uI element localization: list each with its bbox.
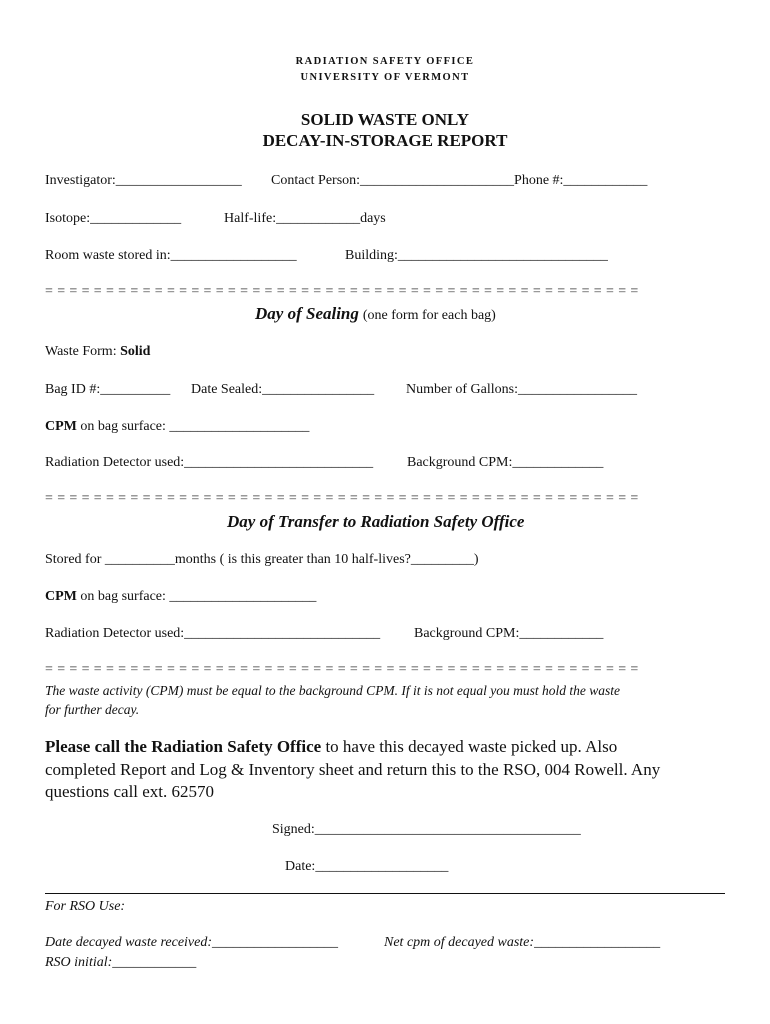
rso-initial-field[interactable]: RSO initial:____________ (45, 955, 197, 970)
separator-2: = = = = = = = = = = = = = = = = = = = = = = = = = = = = = = = = = = = = = = = = = = = = = = = = = (45, 491, 639, 506)
instructions-line-1-rest: to have this decayed waste picked up. Also (321, 737, 618, 756)
rso-net-cpm-field[interactable]: Net cpm of decayed waste:__________________ (384, 935, 661, 950)
stored-months-field[interactable]: Stored for __________months ( is this greater than 10 half-lives?_________) (45, 552, 479, 567)
sealing-cpm-rest: on bag surface: ____________________ (80, 419, 310, 434)
waste-form-row (45, 344, 150, 360)
transfer-detector-field[interactable]: Radiation Detector used:____________________________ (45, 626, 381, 641)
instructions-line-1 (45, 737, 617, 757)
separator-1: = = = = = = = = = = = = = = = = = = = = = = = = = = = = = = = = = = = = = = = = = = = = = = = = = (45, 284, 639, 299)
transfer-cpm-label: CPM (45, 589, 77, 604)
rso-divider (45, 893, 725, 894)
note-line-2: for further decay. (45, 702, 140, 717)
form-title-line2: DECAY-IN-STORAGE REPORT (262, 131, 508, 150)
form-title-line1: SOLID WASTE ONLY (300, 110, 470, 129)
transfer-background-field[interactable]: Background CPM:____________ (414, 626, 604, 641)
waste-form-value: Solid (120, 344, 151, 359)
instructions-line-3: questions call ext. 62570 (45, 782, 215, 801)
sealing-background-field[interactable]: Background CPM:_____________ (407, 455, 604, 470)
rso-heading: For RSO Use: (45, 899, 126, 914)
contact-phone-field[interactable]: Contact Person:______________________Phone #:____________ (271, 173, 648, 188)
university-name: UNIVERSITY OF VERMONT (300, 72, 470, 83)
bag-id-field[interactable]: Bag ID #:__________ (45, 382, 171, 397)
isotope-field[interactable]: Isotope:_____________ (45, 211, 182, 226)
transfer-cpm-field[interactable] (45, 589, 316, 605)
instructions-bold: Please call the Radiation Safety Office (45, 737, 322, 756)
instructions-line-2: completed Report and Log & Inventory sheet and return this to the RSO, 004 Rowell. Any (45, 760, 661, 779)
waste-form-label: Waste Form: (45, 344, 117, 359)
rso-received-field[interactable]: Date decayed waste received:__________________ (45, 935, 339, 950)
gallons-field[interactable]: Number of Gallons:_________________ (406, 382, 637, 397)
sealing-heading-text: Day of Sealing (255, 304, 359, 323)
halflife-field[interactable]: Half-life:____________days (224, 211, 386, 226)
sealing-heading (255, 304, 496, 324)
office-name: RADIATION SAFETY OFFICE (295, 56, 475, 67)
sealing-cpm-field[interactable] (45, 419, 309, 435)
transfer-heading: Day of Transfer to Radiation Safety Office (227, 512, 525, 531)
room-field[interactable]: Room waste stored in:__________________ (45, 248, 297, 263)
separator-3: = = = = = = = = = = = = = = = = = = = = = = = = = = = = = = = = = = = = = = = = = = = = = = = = = (45, 662, 639, 677)
sealing-heading-note: (one form for each bag) (362, 308, 496, 323)
note-line-1: The waste activity (CPM) must be equal to the background CPM. If it is not equal you must hold the waste (45, 683, 621, 698)
building-field[interactable]: Building:______________________________ (345, 248, 608, 263)
transfer-cpm-rest: on bag surface: _____________________ (80, 589, 317, 604)
signature-date-field[interactable]: Date:___________________ (285, 859, 449, 874)
signed-field[interactable]: Signed:______________________________________ (272, 822, 581, 837)
sealing-cpm-label: CPM (45, 419, 77, 434)
investigator-field[interactable]: Investigator:__________________ (45, 173, 242, 188)
sealing-detector-field[interactable]: Radiation Detector used:___________________________ (45, 455, 374, 470)
date-sealed-field[interactable]: Date Sealed:________________ (191, 382, 375, 397)
